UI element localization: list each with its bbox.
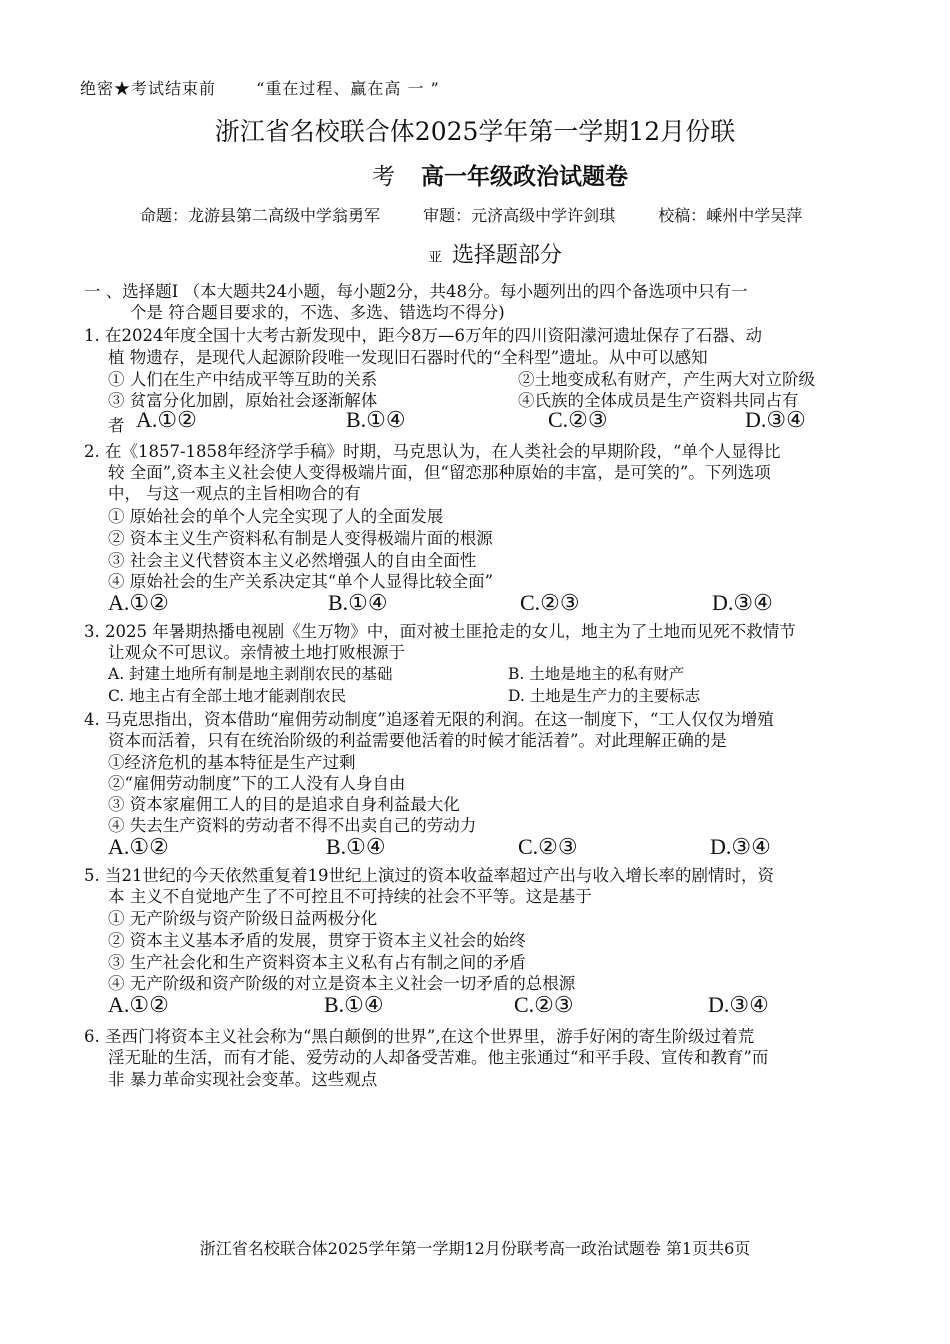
reviewer: 审题：元济高级中学许剑琪 (423, 206, 616, 225)
composer: 命题：龙游县第二高级中学翁勇军 (140, 206, 381, 225)
q2-choice-b: B.①④ (328, 590, 388, 615)
exam-title-line2 (372, 158, 628, 191)
q6-stem-line3: 非 暴力革命实现社会变革。这些观点 (108, 1070, 378, 1089)
title-prefix: 考 (372, 164, 395, 190)
q1-option-4: ④氏族的全体成员是生产资料共同占有 (518, 391, 799, 410)
q5-choice-d: D.③④ (708, 992, 769, 1017)
q2-choice-c: C.②③ (520, 590, 580, 615)
page-header (80, 76, 440, 99)
q4-stem-line1: 4. 马克思指出，资本借助“雇佣劳动制度”追逐着无限的利润。在这一制度下，“工人仅仅为增殖 (84, 710, 774, 729)
confidential-label: 绝密★考试结束前 (80, 79, 217, 98)
q5-option-3: ③ 生产社会化和生产资料资本主义私有占有制之间的矛盾 (108, 953, 526, 972)
q4-choice-b: B.①④ (326, 834, 386, 859)
authors-line (140, 203, 840, 226)
q4-choice-d: D.③④ (710, 834, 771, 859)
q1-option-2: ②土地变成私有财产，产生两大对立阶级 (518, 370, 815, 389)
q1-option-4-cont: 者 (108, 416, 125, 435)
q2-choice-d: D.③④ (712, 590, 773, 615)
q3-stem-line2: 让观众不可思议。亲情被土地打败根源于 (108, 643, 405, 662)
q5-stem-line1: 5. 当21世纪的今天依然重复着19世纪上演过的资本收益率超过产出与收入增长率的剧情时，资 (84, 866, 774, 885)
page-footer: 浙江省名校联合体2025学年第一学期12月份联考高一政治试题卷 第1页共6页 (199, 1239, 751, 1258)
title-main: 高一年级政治试题卷 (421, 163, 629, 190)
q5-option-2: ② 资本主义基本矛盾的发展，贯穿于资本主义社会的始终 (108, 931, 526, 950)
section-title: 选择题部分 (452, 243, 563, 268)
motto: “重在过程、赢在高 一 ” (256, 79, 440, 98)
q3-choice-b: B. 土地是地主的私有财产 (508, 665, 685, 683)
q6-stem-line2: 淫无耻的生活，而有才能、爱劳动的人却备受苦难。他主张通过“和平手段、宣传和教育”而 (108, 1048, 769, 1067)
q4-option-3: ③ 资本家雇佣工人的目的是追求自身利益最大化 (108, 795, 460, 814)
q4-option-1: ①经济危机的基本特征是生产过剩 (108, 753, 356, 772)
q1-choice-b: B.①④ (346, 407, 406, 432)
q1-choice-d: D.③④ (745, 407, 806, 432)
q3-choice-c: C. 地主占有全部土地才能剥削农民 (108, 687, 347, 705)
q3-stem-line1: 3. 2025 年暑期热播电视剧《生万物》中，面对被土匪抢走的女儿，地主为了土地而见死不救情节 (84, 622, 796, 641)
q1-choice-a: A.①② (136, 407, 197, 432)
q2-choice-a: A.①② (108, 590, 169, 615)
q4-option-2: ②“雇佣劳动制度”下的工人没有人身自由 (108, 774, 406, 793)
q2-stem-line2: 较 全面”,资本主义社会使人变得极端片面，但“留恋那种原始的丰富，是可笑的”。下列选项 (108, 463, 771, 482)
q1-stem-line2: 植 物遗存，是现代人起源阶段唯一发现旧石器时代的“全科型”遗址。从中可以感知 (108, 348, 708, 367)
q1-choice-c: C.②③ (548, 407, 608, 432)
exam-title-line1: 浙江省名校联合体2025学年第一学期12月份联 (214, 117, 736, 146)
q4-choice-a: A.①② (108, 834, 169, 859)
section-mark: 亚 (428, 250, 442, 266)
q3-choice-a: A. 封建土地所有制是地主剥削农民的基础 (108, 665, 393, 683)
instructions-line2: 个是 符合题目要求的，不选、多选、错选均不得分) (130, 303, 505, 322)
q1-option-1: ① 人们在生产中结成平等互助的关系 (108, 370, 378, 389)
section-heading (428, 238, 562, 269)
instructions-line1: 一 、选择题Ⅰ （本大题共24小题，每小题2分，共48分。每小题列出的四个备选项中只有一 (84, 282, 748, 301)
q5-choice-c: C.②③ (514, 992, 574, 1017)
q3-choice-d: D. 土地是生产力的主要标志 (508, 687, 701, 705)
q5-choice-b: B.①④ (324, 992, 384, 1017)
q2-stem-line1: 2. 在《1857-1858年经济学手稿》时期，马克思认为，在人类社会的早期阶段，“单个人显得比 (84, 442, 781, 461)
proofreader: 校稿：嵊州中学吴萍 (658, 206, 803, 225)
q2-stem-line3: 中， 与这一观点的主旨相吻合的有 (108, 484, 361, 503)
q6-stem-line1: 6. 圣西门将资本主义社会称为“黑白颠倒的世界”,在这个世界里，游手好闲的寄生阶级过着荒 (84, 1027, 755, 1046)
q1-stem-line1: 1. 在2024年度全国十大考古新发现中，距今8万—6万年的四川资阳濛河遗址保存了石器、动 (84, 326, 762, 345)
q2-option-3: ③ 社会主义代替资本主义必然增强人的自由全面性 (108, 551, 477, 570)
q2-option-1: ① 原始社会的单个人完全实现了人的全面发展 (108, 507, 444, 526)
q2-option-2: ② 资本主义生产资料私有制是人变得极端片面的根源 (108, 529, 493, 548)
q1-option-3: ③ 贫富分化加剧，原始社会逐渐解体 (108, 391, 378, 410)
q5-option-4: ④ 无产阶级和资产阶级的对立是资本主义社会一切矛盾的总根源 (108, 974, 576, 993)
q5-stem-line2: 本 主义不自觉地产生了不可控且不可持续的社会不平等。这是基于 (108, 887, 592, 906)
q4-stem-line2: 资本而活着，只有在统治阶级的利益需要他活着的时候才能活着”。对此理解正确的是 (108, 731, 727, 750)
q5-option-1: ① 无产阶级与资产阶级日益两极分化 (108, 909, 378, 928)
q5-choice-a: A.①② (108, 992, 169, 1017)
q4-choice-c: C.②③ (518, 834, 578, 859)
q2-option-4: ④ 原始社会的生产关系决定其“单个人显得比较全面” (108, 572, 494, 591)
q4-option-4: ④ 失去生产资料的劳动者不得不出卖自己的劳动力 (108, 816, 477, 835)
